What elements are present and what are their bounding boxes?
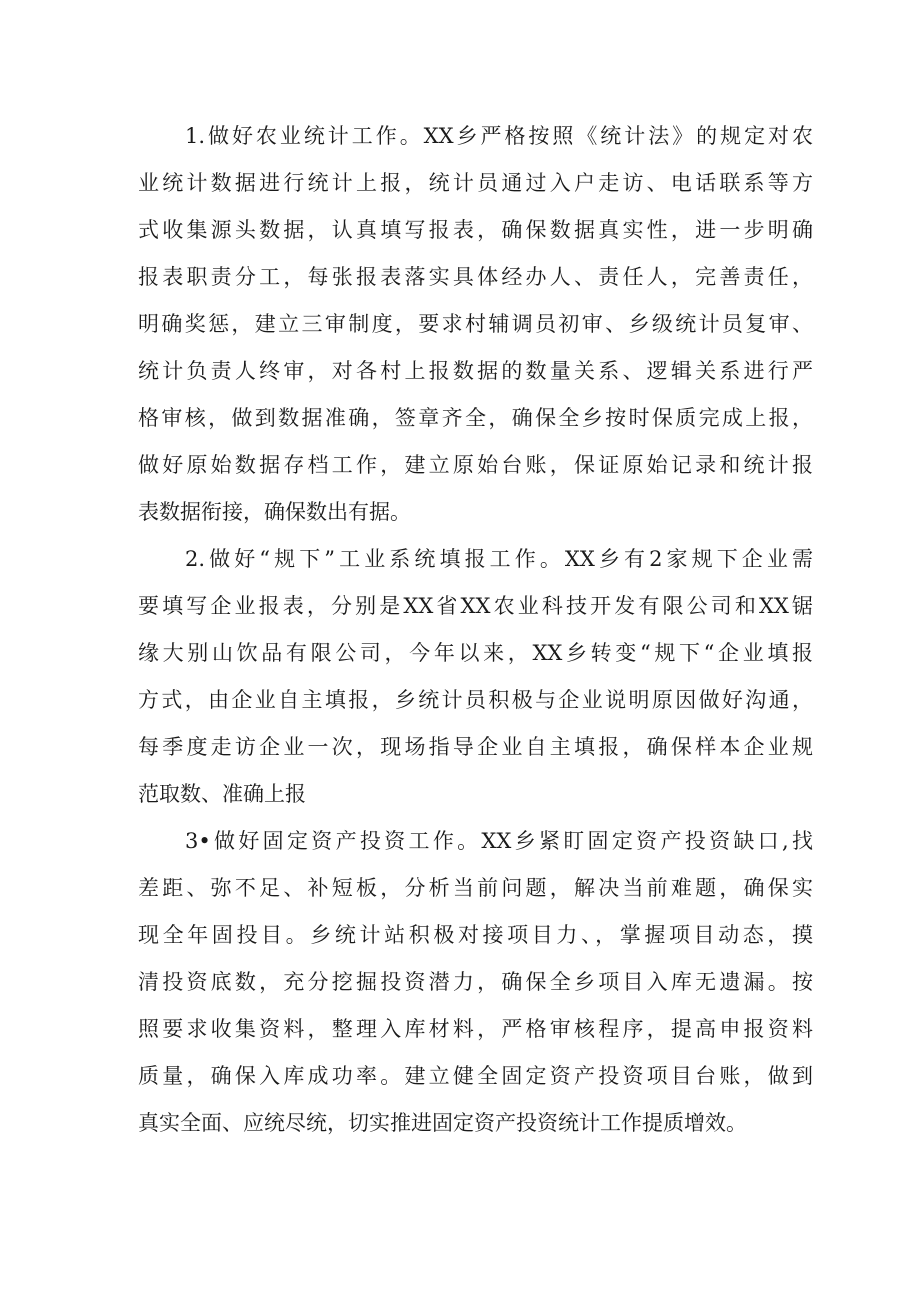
paragraph-line: 报表职责分工，每张报表落实具体经办人、责任人，完善责任， [138,265,813,289]
paragraph-line: 范取数、准确上报 [138,782,306,806]
paragraph-line: 现全年固投目。乡统计站积极对接项目力、，掌握项目动态，摸 [138,923,813,947]
paragraph-line: 照要求收集资料，整理入库材料，严格审核程序，提高申报资料 [138,1017,813,1041]
paragraph-line: 缘大别山饮品有限公司，今年以来，XX乡转变“规下“企业填报 [138,641,813,665]
paragraph-line: 每季度走访企业一次，现场指导企业自主填报，确保样本企业规 [138,735,813,759]
paragraph-industrial-reporting [138,536,813,818]
paragraph-fixed-asset-investment [138,818,813,1147]
paragraph-line: 统计负责人终审，对各村上报数据的数量关系、逻辑关系进行严 [138,359,813,383]
paragraph-line: 差距、弥不足、补短板，分析当前问题，解决当前难题，确保实 [138,876,813,900]
paragraph-line: 明确奖惩，建立三审制度，要求村辅调员初审、乡级统计员复审、 [138,312,813,336]
paragraph-line: 格审核，做到数据准确，签章齐全，确保全乡按时保质完成上报， [138,406,813,430]
document-body [138,113,813,1147]
paragraph-line: 真实全面、应统尽统，切实推进固定资产投资统计工作提质增效。 [138,1111,747,1135]
paragraph-line: 业统计数据进行统计上报，统计员通过入户走访、电话联系等方 [138,171,813,195]
paragraph-line: 式收集源头数据，认真填写报表，确保数据真实性，进一步明确 [138,218,813,242]
paragraph-line: 方式，由企业自主填报，乡统计员积极与企业说明原因做好沟通， [138,688,813,712]
paragraph-line: 1.做好农业统计工作。XX乡严格按照《统计法》的规定对农 [185,124,813,148]
paragraph-line: 表数据衔接，确保数出有据。 [138,500,411,524]
paragraph-line: 3•做好固定资产投资工作。XX乡紧盯固定资产投资缺口,找 [185,829,813,853]
paragraph-agricultural-statistics [138,113,813,536]
paragraph-line: 要填写企业报表，分别是XX省XX农业科技开发有限公司和XX锯 [138,594,813,618]
paragraph-line: 质量，确保入库成功率。建立健全固定资产投资项目台账，做到 [138,1064,813,1088]
paragraph-line: 做好原始数据存档工作，建立原始台账，保证原始记录和统计报 [138,453,813,477]
paragraph-line: 2.做好“规下”工业系统填报工作。XX乡有2家规下企业需 [185,547,813,571]
paragraph-line: 清投资底数，充分挖掘投资潜力，确保全乡项目入库无遗漏。按 [138,970,813,994]
